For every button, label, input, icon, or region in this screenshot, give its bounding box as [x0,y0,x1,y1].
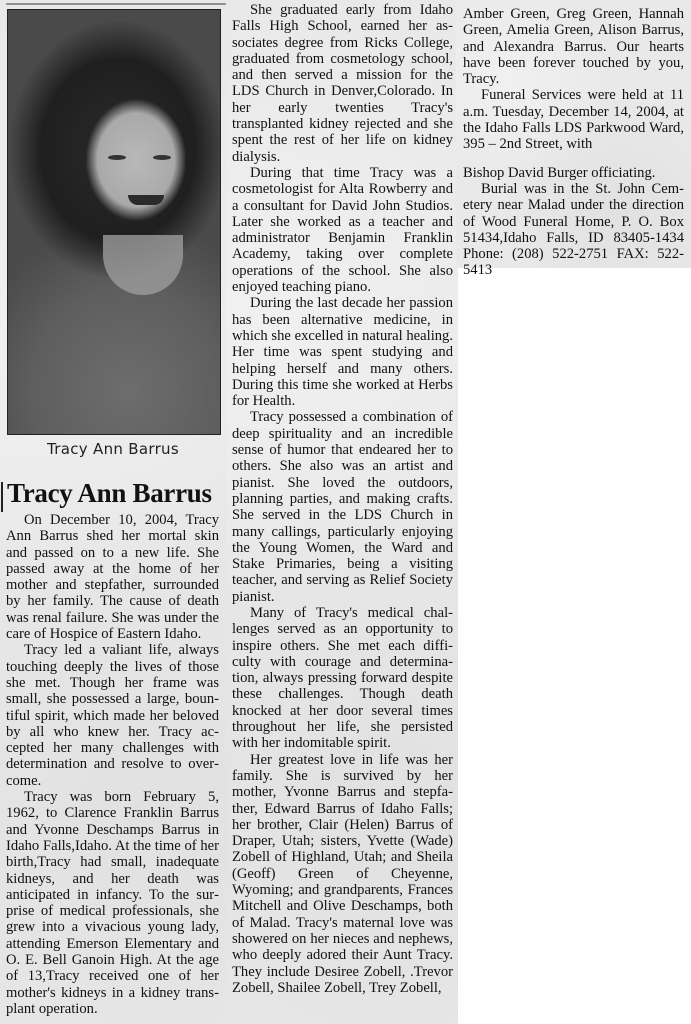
obituary-headline: Tracy Ann Barrus [7,478,212,508]
paragraph-valiant-life: Tracy led a valiant life, always touching deeply the lives of those she met. Though her frame was small, she possessed a large, bountiful spirit, which made her beloved by all who knew her. Tracy accepted her many challenges with determination and resolve to overcome. [6,642,219,789]
paragraph-personality: Tracy possessed a combination of deep spirituality and an incredible sense of humor that endeared her to others. She also was an artist and pianist. She loved the outdoors, planning parties, and making crafts. She served in the LDS Church in many callings, particularly enjoying the Young Women, the Ward and Stake Primaries, being a visiting teacher, and serving as Relief Society pianist. [232,409,453,605]
paragraph-alternative-medicine: During the last decade her passion has been alternative medicine, in which she excelled in natural healing. Her time was spent studying and helping herself and many others. During this time she worked at Herbs for Health. [232,295,453,410]
headline-rule [1,482,3,512]
paragraph-death-announcement: On December 10, 2004, Tracy Ann Barrus shed her mortal skin and passed on to a new life. She passed away at the home of her mother and stepfather, surrounded by her family. The cause of death was renal failure. She was under the care of Hospice of Eastern Idaho. [6,512,219,643]
paragraph-challenges: Many of Tracy's medical challenges served as an opportunity to inspire others. She met each difficulty with courage and determination, always pressing forward despite these challenges. Though death knocked at her door several times throughout her life, she persisted with her indomitable spirit. [232,604,453,752]
paragraph-survivors: Her greatest love in life was her family. She is survived by her mother, Yvonne Barrus and stepfather, Edward Barrus of Idaho Falls; her brother, Clair (Helen) Barrus of Draper, Utah; sisters, Yvette (Wade) Zobell of Highland, Utah; and Sheila (Geoff) Green of Cheyenne, Wyoming; and grandparents, Frances Mitchell and Olive Deschamps, both of Malad. Tracy's maternal love was showered on her nieces and nephews, who deeply adored their Aunt Tracy. They include Desiree Zobell, .Trevor Zobell, Shailee Zobell, Trey Zobell, [232,751,453,996]
paragraph-career: During that time Tracy was a cosmetologist for Alta Rowberry and a consultant for David John Studios. Later she worked as a teacher and administrator Benjamin Franklin Academy, taking over complete operations of the school. She also enjoyed teaching piano. [232,164,453,296]
paragraph-birth: Tracy was born February 5, 1962, to Clarence Franklin Barrus and Yvonne Deschamps Barrus in Idaho Falls,Idaho. At the time of her birth,Tracy had small, inadequate kidneys, and her death was anticipated in infancy. To the surprise of medical professionals, she grew into a vivacious young lady, attending Emerson Elementary and O. E. Bell Ganoin High. At the age of 13,Tracy received one of her mother's kidneys in a kidney transplant operation. [6,789,219,1017]
portrait-photo [7,9,221,435]
photo-neck [103,235,183,295]
photo-eye-right [153,155,171,160]
text-column-right [463,6,684,279]
top-rule [6,3,226,5]
photo-caption: Tracy Ann Barrus [47,440,179,458]
paragraph-survivors-continued: Amber Green, Greg Green, Hannah Green, Amelia Green, Alison Barrus, and Alexandra Barrus. Our hearts have been forever touched by you, Tracy. [463,6,684,88]
text-column-middle [232,2,453,996]
paragraph-funeral-services: Funeral Services were held at 11 a.m. Tuesday, December 14, 2004, at the Idaho Falls LDS Parkwood Ward, 395 – 2nd Street, with [463,87,684,153]
paragraph-burial: Burial was in the St. John Cemetery near Malad under the direction of Wood Funeral Home, P. O. Box 51434,Idaho Falls, ID 83405-1434 Phone: (208) 522-2751 FAX: 522-5413 [463,180,684,279]
paragraph-education: She graduated early from Idaho Falls High School, earned her associates degree from Ricks College, graduated from cosmetology school, and then served a mission for the LDS Church in Denver,Colorado. In her early twenties Tracy's transplanted kidney rejected and she spent the rest of her life on kidney dialysis. [232,2,453,165]
text-column-left [6,512,219,1017]
paragraph-officiating: Bishop David Burger officiating. [463,164,656,181]
photo-smile [128,195,164,205]
photo-eye-left [108,155,126,160]
